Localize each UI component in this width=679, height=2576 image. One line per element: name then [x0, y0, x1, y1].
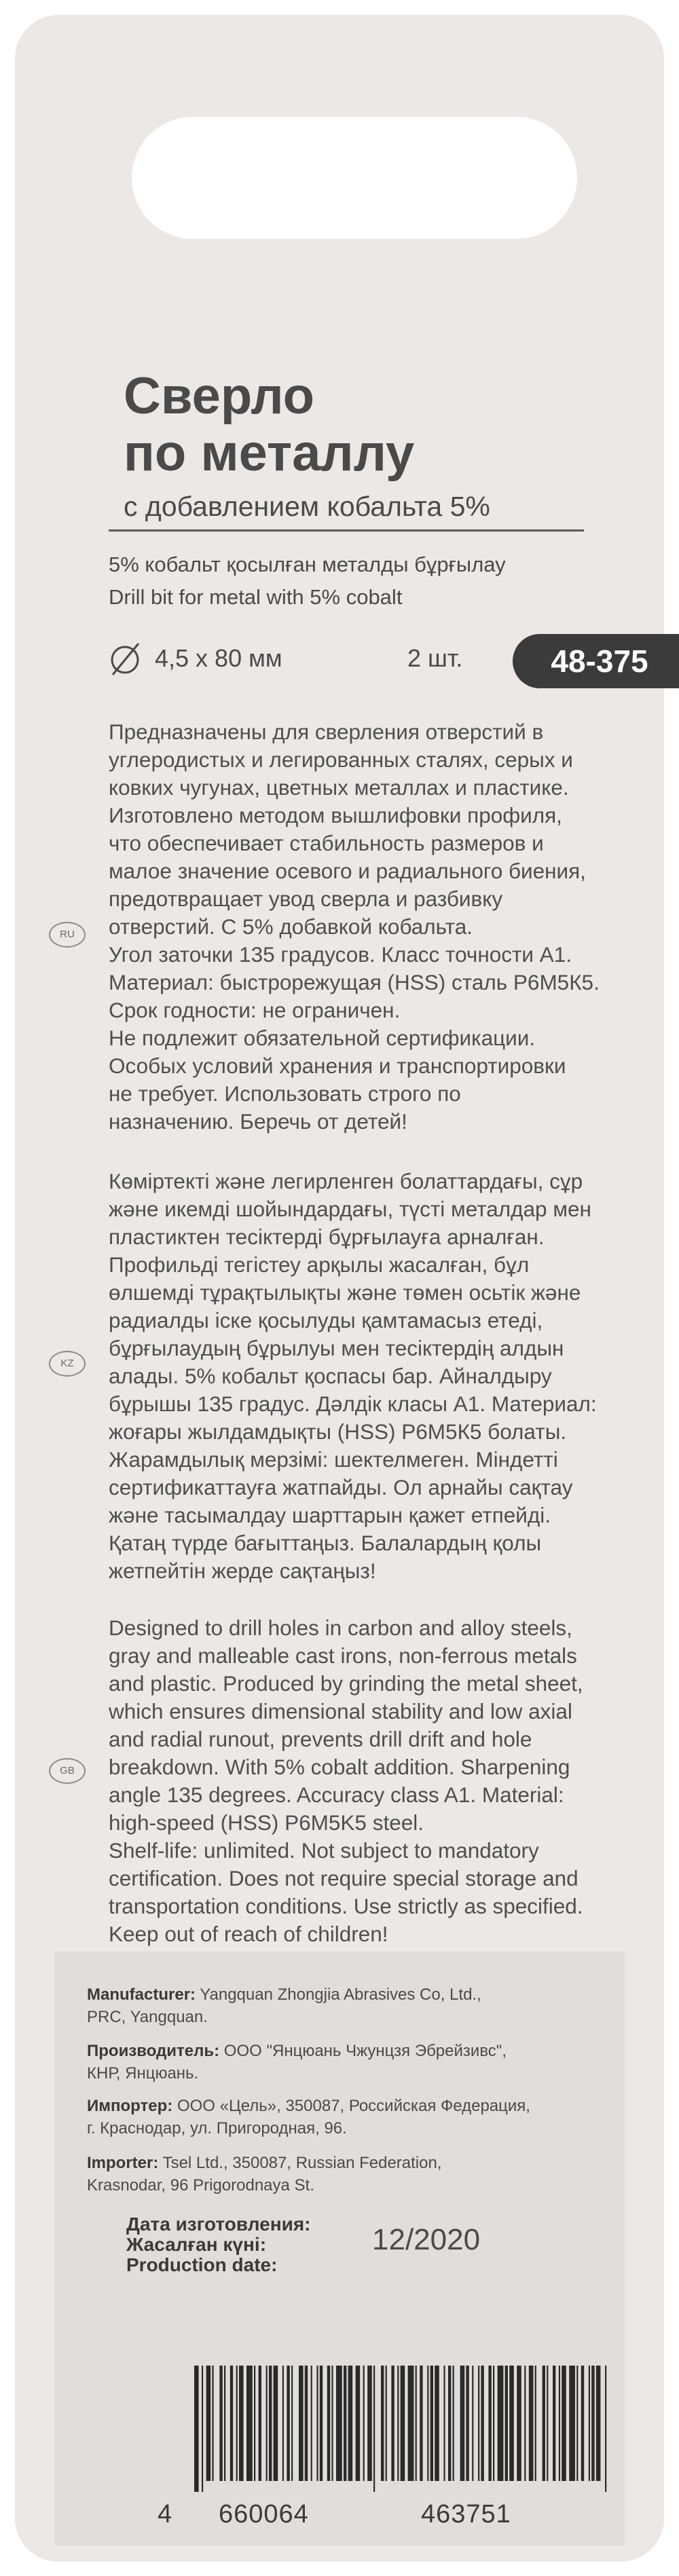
barcode-bar	[254, 2366, 255, 2481]
barcode-bar	[509, 2366, 514, 2481]
desc-line: Қатаң түрде бағыттаңыз. Балалардың қолы	[109, 1531, 542, 1555]
barcode-bar	[397, 2366, 399, 2481]
lang-badge-ru: RU	[49, 922, 86, 948]
manufacturer-value: Yangquan Zhongjia Abrasives Co, Ltd.,	[200, 1985, 481, 2004]
title-divider	[109, 529, 584, 531]
producer-block	[87, 2040, 603, 2085]
product-title-text: Сверло по металлу	[124, 367, 415, 482]
importer-en-value-2: Krasnodar, 96 Prigorodnaya St.	[87, 2176, 314, 2195]
barcode-bar	[266, 2366, 268, 2481]
barcode-bar	[481, 2366, 483, 2481]
barcode-bar	[311, 2366, 312, 2481]
desc-line: high-speed (HSS) P6M5K5 steel.	[109, 1810, 424, 1835]
barcode-bar	[373, 2366, 375, 2492]
desc-line: углеродистых и легированных сталях, серых и	[109, 747, 573, 772]
lang-badge-gb: GB	[49, 1758, 86, 1784]
size-row	[109, 638, 652, 692]
barcode-bar	[348, 2366, 353, 2481]
production-label-en: Production date:	[126, 2254, 278, 2275]
barcode-bar	[466, 2366, 469, 2481]
barcode-bar	[356, 2366, 361, 2481]
barcode-bar	[576, 2366, 578, 2481]
barcode-bar	[535, 2366, 536, 2481]
desc-line: отверстий. С 5% добавкой кобальта.	[109, 914, 473, 939]
barcode-bar	[344, 2366, 346, 2481]
desc-line: Профильді тегістеу арқылы жасалған, бұл	[109, 1252, 530, 1277]
desc-line: Көміртекті және легирленген болаттардағы, сұр	[109, 1169, 583, 1193]
lang-badge-kz: KZ	[49, 1351, 86, 1377]
manufacturer-label: Manufacturer:	[87, 1985, 196, 2004]
barcode-bar	[282, 2366, 284, 2481]
desc-line: certification. Does not require special storage and	[109, 1866, 579, 1890]
desc-line: Предназначены для сверления отверстий в	[109, 720, 544, 744]
barcode-bar	[448, 2366, 451, 2481]
barcode-bar	[274, 2366, 278, 2481]
desc-line: Особых условий хранения и транспортировки	[109, 1053, 566, 1078]
barcode-bar	[517, 2366, 521, 2481]
importer-en-block	[87, 2152, 603, 2197]
product-name-kz: 5% кобальт қосылған металды бұрғылау	[109, 553, 506, 576]
desc-line: Угол заточки 135 градусов. Класс точности А1.	[109, 942, 572, 967]
producer-label: Производитель:	[87, 2042, 220, 2060]
production-label-kz: Жасалған күні:	[126, 2234, 267, 2255]
barcode-bar	[305, 2366, 308, 2481]
barcode-bar	[224, 2366, 225, 2481]
desc-line: алады. 5% кобальт қоспасы бар. Айналдыру	[109, 1364, 552, 1388]
desc-line: and plastic. Produced by grinding the metal sheet,	[109, 1671, 583, 1696]
production-labels	[126, 2214, 310, 2275]
barcode-bar	[206, 2366, 211, 2481]
desc-line: Shelf-life: unlimited. Not subject to mandatory	[109, 1838, 539, 1863]
article-badge: 48-375	[513, 634, 679, 688]
barcode-bar	[269, 2366, 272, 2481]
importer-ru-block	[87, 2095, 603, 2140]
desc-line: өлшемді тұрақтылықты және төмен осьтік және	[109, 1280, 581, 1305]
product-subtitle: с добавлением кобальта 5%	[124, 491, 490, 522]
barcode-bar	[391, 2366, 394, 2481]
barcode-bar	[581, 2366, 584, 2481]
barcode-bar	[524, 2366, 526, 2481]
barcode-bar	[543, 2366, 545, 2481]
barcode-group-1: 660064	[219, 2500, 309, 2528]
barcode-bar	[202, 2366, 203, 2492]
barcode-bar	[287, 2366, 289, 2481]
barcode-bar	[427, 2366, 428, 2481]
description-ru	[109, 718, 625, 1136]
desc-line: gray and malleable cast irons, non-ferrous metals	[109, 1643, 577, 1668]
desc-line: сертификаттауға жатпайды. Ол арнайы сақтау	[109, 1475, 573, 1499]
barcode-bar	[472, 2366, 473, 2481]
barcode-bar	[386, 2366, 387, 2481]
title-block	[124, 368, 640, 525]
barcode-bar	[194, 2366, 199, 2492]
barcode-bar	[589, 2366, 590, 2481]
producer-value-2: КНР, Янцюань.	[87, 2064, 199, 2083]
desc-line: angle 135 degrees. Accuracy class A1. Material:	[109, 1782, 564, 1807]
importer-ru-value-2: г. Краснодар, ул. Пригородная, 96.	[87, 2119, 347, 2138]
desc-line: және тасымалдау шарттарын қажет етпейді.	[109, 1503, 551, 1527]
barcode-bar	[336, 2366, 342, 2481]
producer-value: ООО "Янцюань Чжунцзя Эбрейзивс",	[223, 2042, 507, 2060]
desc-line: не требует. Использовать строго по	[109, 1081, 461, 1106]
barcode-bar	[367, 2366, 372, 2481]
barcode-bar	[562, 2366, 566, 2481]
barcode-bar	[416, 2366, 417, 2481]
barcode-bar	[246, 2366, 253, 2481]
barcode-bar	[605, 2366, 606, 2492]
importer-en-value: Tsel Ltd., 350087, Russian Federation,	[162, 2154, 442, 2172]
barcode-bar	[320, 2366, 323, 2481]
barcode-bar	[331, 2366, 333, 2481]
hang-hole	[132, 117, 577, 239]
desc-line: Не подлежит обязательной сертификации.	[109, 1026, 536, 1050]
importer-en-label: Importer:	[87, 2154, 159, 2172]
barcode-bar	[212, 2366, 213, 2481]
desc-line: предотвращает увод сверла и разбивку	[109, 886, 503, 911]
manufacturer-value-2: PRC, Yangquan.	[87, 2008, 208, 2026]
barcode-bar	[363, 2366, 365, 2481]
alt-names	[109, 548, 625, 614]
size-text: 4,5 х 80 мм	[155, 644, 282, 672]
desc-line: Изготовлено методом вышлифовки профиля,	[109, 803, 562, 827]
desc-line: Designed to drill holes in carbon and alloy steels,	[109, 1616, 572, 1640]
importer-ru-value: ООО «Цель», 350087, Российская Федерация,	[177, 2097, 530, 2115]
barcode-bar	[219, 2366, 222, 2481]
product-title	[124, 368, 640, 482]
barcode-bar	[430, 2366, 433, 2481]
barcode-bar	[230, 2366, 233, 2481]
desc-line: transportation conditions. Use strictly as specified.	[109, 1894, 583, 1918]
producer-line	[87, 2040, 603, 2062]
desc-line: жоғары жылдамдықты (HSS) Р6М5К5 болаты.	[109, 1419, 567, 1444]
barcode-bar	[435, 2366, 439, 2481]
desc-line: пластиктен тесіктерді бұрғылауға арналған.	[109, 1225, 545, 1249]
barcode-bar	[498, 2366, 504, 2481]
desc-line: бұрғылаудың бұрылуы мен тесіктердің алдын	[109, 1336, 564, 1360]
desc-line: және икемді шойындардағы, түсті металдар мен	[109, 1197, 591, 1221]
barcode-bar	[569, 2366, 575, 2481]
barcode-bar	[493, 2366, 494, 2481]
manufacturer-block	[87, 1983, 603, 2028]
description-gb	[109, 1614, 625, 1948]
barcode-bar	[420, 2366, 422, 2481]
description-kz	[109, 1168, 625, 1585]
desc-line: что обеспечивает стабильность размеров и	[109, 831, 544, 855]
barcode-bar	[327, 2366, 330, 2481]
barcode-bar	[478, 2366, 479, 2481]
importer-ru-label: Импортер:	[87, 2097, 173, 2115]
barcode-group-2: 463751	[421, 2500, 511, 2528]
barcode-bar	[529, 2366, 534, 2481]
barcode-bar	[460, 2366, 465, 2481]
barcode-bar	[408, 2366, 414, 2481]
barcode-bar	[453, 2366, 454, 2481]
importer-ru-line	[87, 2095, 603, 2117]
barcode-bar	[559, 2366, 560, 2481]
barcode-bar	[443, 2366, 445, 2481]
barcode-bar	[291, 2366, 293, 2481]
desc-line: Материал: быстрорежущая (HSS) сталь Р6М5К5.	[109, 970, 600, 994]
desc-line: бұрышы 135 градус. Дәлдік класы А1. Материал:	[109, 1392, 597, 1416]
barcode-bar	[553, 2366, 555, 2481]
diameter-icon	[109, 641, 144, 676]
barcode-bar	[316, 2366, 318, 2481]
desc-line: Keep out of reach of children!	[109, 1922, 388, 1946]
barcode-digit-first: 4	[158, 2500, 173, 2528]
barcode-bar	[505, 2366, 508, 2481]
desc-line: радиалды іске қосылуды қамтамасыз етеді,	[109, 1308, 543, 1332]
desc-line: жетпейтін жерде сақтаңыз!	[109, 1558, 376, 1583]
quantity-text: 2 шт.	[407, 644, 463, 672]
barcode-bar	[596, 2366, 601, 2481]
barcode-bar	[299, 2366, 304, 2481]
manufacturer-line	[87, 1983, 603, 2006]
desc-line: breakdown. With 5% cobalt addition. Sharpening	[109, 1755, 570, 1779]
barcode-bar	[591, 2366, 594, 2481]
desc-line: Жарамдылық мерзімі: шектелмеген. Міндетті	[109, 1447, 558, 1472]
importer-en-line	[87, 2152, 603, 2174]
barcode	[194, 2366, 608, 2492]
product-name-en: Drill bit for metal with 5% cobalt	[109, 585, 403, 609]
desc-line: and radial runout, prevents drill drift and hole	[109, 1727, 532, 1751]
barcode-bar	[259, 2366, 261, 2481]
desc-line: Срок годности: не ограничен.	[109, 998, 401, 1022]
barcode-bar	[381, 2366, 384, 2481]
barcode-bar	[547, 2366, 548, 2481]
desc-line: which ensures dimensional stability and low axial	[109, 1699, 572, 1723]
desc-line: ковких чугунах, цветных металлах и пластике.	[109, 775, 569, 800]
production-date: 12/2020	[372, 2223, 481, 2256]
barcode-bar	[401, 2366, 405, 2481]
barcode-bar	[488, 2366, 491, 2481]
barcode-bar	[239, 2366, 244, 2481]
barcode-bar	[236, 2366, 238, 2481]
desc-line: малое значение осевого и радиального биения,	[109, 859, 586, 883]
production-label-ru: Дата изготовления:	[126, 2214, 311, 2235]
desc-line: назначению. Беречь от детей!	[109, 1109, 407, 1134]
